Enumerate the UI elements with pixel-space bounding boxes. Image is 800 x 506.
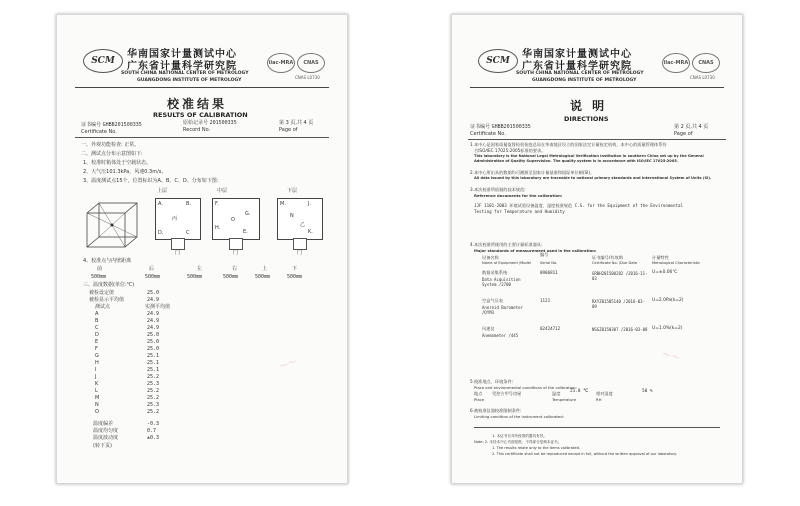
record-label: 原始记录号 201500335 <box>183 120 237 126</box>
table-row-point: A <box>95 311 99 317</box>
page-number-en: Page of <box>279 127 298 133</box>
page-number: 第 2 页,共 4 页 <box>674 124 709 130</box>
equipment-cert: RXYZ01505140 /2016-03-09 <box>592 299 645 310</box>
equipment-model: Anemometer /445 <box>482 333 519 338</box>
reference-doc-1: JJF 1101-2003 环境试验设备温度、湿度校准规范 C.S. for the Equipment of the Environmental <box>474 203 684 208</box>
item-4-cn: 4.本次校准所使用的主要计量标准器具: <box>470 242 543 247</box>
equipment-name: 数据采集系统 <box>482 270 508 275</box>
equipment-spec: U=2.0Pa(k=2) <box>652 298 684 303</box>
summary-value: 0.7 <box>147 428 157 434</box>
dist-value: 500mm <box>145 274 161 280</box>
page-title-en: RESULTS OF CALIBRATION <box>153 111 248 119</box>
chamber-3d-diagram <box>85 201 141 251</box>
item-2-cn: 2.本中心所出具的数据均可溯源至国家计量基准和国际单位制(SI)。 <box>470 170 595 175</box>
value-col-header: 实测平均值 <box>145 304 171 310</box>
item-3-cn: 3.本次校准所依据的技术规范: <box>470 187 526 192</box>
table-row-value: 25.2 <box>147 409 160 415</box>
table-row-value: 25.1 <box>147 353 160 359</box>
dist-header: 前 <box>97 266 103 272</box>
divider <box>75 137 329 138</box>
summary-value: -0.3 <box>147 421 160 427</box>
table-row-point: J <box>95 374 97 380</box>
equipment-cert: GRBH201500282 /2016-11-03 <box>592 271 648 282</box>
dist-header: 右 <box>232 266 238 272</box>
header-rule <box>75 87 329 88</box>
temp-label: 温度 <box>552 391 561 396</box>
institute-name-en-1: SOUTH CHINA NATIONAL CENTER OF METROLOGY <box>121 71 249 76</box>
table-row-point: C <box>95 325 99 331</box>
table-row-value: 25.3 <box>147 381 160 387</box>
table-row-point: F <box>95 346 98 352</box>
table-row-point: G <box>95 353 99 359</box>
item-1-cn: 1.本中心是国家质量监督检验检疫总局在华南地区设立的国家法定计量检定机构，本中心的质量管理体系符 <box>470 142 667 147</box>
rh-label: 相对湿度 <box>596 391 613 396</box>
red-seal-mark: 〜〜 <box>278 357 299 373</box>
point-label: B. <box>186 201 192 207</box>
equipment-model: Aneroid Barometer /DYM3 <box>482 305 523 316</box>
record-label-en: Record No. <box>183 127 211 133</box>
equipment-serial: 0906811 <box>540 270 558 275</box>
ilac-mra-badge: ilac-MRA <box>267 53 295 73</box>
layer-top-label: 上层 <box>157 188 168 194</box>
item-1: 一、外观功能检查: 正常。 <box>81 142 140 148</box>
institute-name-en-1: SOUTH CHINA NATIONAL CENTER OF METROLOGY <box>516 71 644 76</box>
note-line: 1. The results relate only to the items calibrated. <box>492 446 580 450</box>
door-marker <box>229 238 243 250</box>
set-value: 25.0 <box>147 290 160 296</box>
item-distance: 4、校准点与内壁距离 <box>83 258 132 264</box>
institute-header <box>57 15 347 95</box>
table-row-value: 25.0 <box>147 346 160 352</box>
door-marker <box>293 238 307 250</box>
cnas-id: CNAS L0730 <box>295 75 320 80</box>
item-1-cn-2: 合ISO/IEC 17025:2005标准的要求。 <box>474 148 546 153</box>
page-number: 第 3 页,共 4 页 <box>279 120 314 126</box>
calibration-results-page <box>56 14 348 484</box>
table-header-en: Metrological Characteristic <box>652 261 701 265</box>
place-label-en: Place <box>474 397 485 402</box>
dist-value: 500mm <box>187 274 203 280</box>
cert-label-en: Certificate No. <box>470 131 506 137</box>
equipment-model: Data Acquisition System /2700 <box>482 277 521 288</box>
table-header: 证书编号/有效期 <box>592 255 623 260</box>
table-row-value: 25.1 <box>147 360 160 366</box>
summary-label: 温度波动度 <box>93 435 119 441</box>
dist-header: 上 <box>262 266 268 272</box>
institute-name-en-2: GUANGDONG INSTITUTE OF METROLOGY <box>532 78 637 83</box>
item-1-en: This laboratory is the National Legal Metrological Verification Institution in southern China set up by the General <box>474 154 704 158</box>
institute-name-en-2: GUANGDONG INSTITUTE OF METROLOGY <box>137 78 242 83</box>
mid-layer-box <box>212 198 260 240</box>
point-label: K. <box>308 229 313 235</box>
dist-header: 左 <box>197 266 203 272</box>
scm-logo: SCM <box>83 49 123 73</box>
table-row-point: L <box>95 388 98 394</box>
item-6-en: Limiting condition of the instrument calibrated: <box>474 414 564 419</box>
dist-header: 下 <box>292 266 298 272</box>
institute-header <box>452 15 742 95</box>
table-row-point: B <box>95 318 99 324</box>
note-line: Note: 2. 未经本中心书面批准，不得部分复制本证书。 <box>474 440 562 444</box>
scm-logo: SCM <box>478 49 518 73</box>
item-2: 二、测试点分布示意图如下: <box>81 151 143 157</box>
summary-label: 温度偏差 <box>93 421 114 427</box>
table-row-point: K <box>95 381 99 387</box>
equipment-serial: 1121 <box>540 298 551 303</box>
page-number-en: Page of <box>674 131 693 137</box>
item-4-en: Major standards of measurement used in the calibration: <box>474 248 597 253</box>
item-6-cn: 6.被校准仪器校准限制条件: <box>470 408 522 413</box>
table-row-value: 24.9 <box>147 311 160 317</box>
ilac-mra-badge: ilac-MRA <box>662 53 690 73</box>
table-row-point: O <box>95 409 99 415</box>
divider <box>468 139 726 140</box>
item-2-en: All data issued by this laboratory are traceable to national primary standards and International System of Units (SI). <box>474 176 712 180</box>
point-label: O <box>231 217 235 223</box>
table-row-value: 25.0 <box>147 332 160 338</box>
divider <box>474 427 720 428</box>
cnas-id: CNAS L0730 <box>690 75 715 80</box>
table-row-point: I <box>95 367 97 373</box>
point-label: 乙 <box>300 222 306 228</box>
reference-doc-2: Testing for Temperature and Humidity <box>474 209 565 214</box>
point-label: F. <box>215 201 219 207</box>
summary-label: 温度均匀度 <box>93 428 119 434</box>
item-2-3: 3、温度测试点15个，位置标识为A、B、C、D、分布如下图： <box>83 178 222 184</box>
cnas-badge: CNAS <box>692 53 720 73</box>
point-label: N <box>290 213 294 219</box>
table-row-value: 25.3 <box>147 402 160 408</box>
point-label: 丙 <box>172 216 178 222</box>
summary-value: ±0.3 <box>147 435 160 441</box>
institute-name-cn-1: 华南国家计量测试中心 <box>127 49 237 60</box>
directions-page <box>451 14 743 484</box>
point-label: C <box>186 230 190 236</box>
page-title-cn: 说 明 <box>570 99 608 113</box>
item-2-2: 2、大气压101.3kPa，风速0.3m/s。 <box>83 169 167 175</box>
temp-label-en: Temperature <box>552 397 577 402</box>
rh-label-en: RH <box>596 397 602 402</box>
item-2-1: 1、校准时箱体处于空载状态。 <box>83 160 152 166</box>
red-seal-mark: 〜〜 <box>660 349 681 365</box>
table-header-en: Serial No. <box>540 261 558 265</box>
cert-label: 证书编号 GHBB201500335 <box>470 124 531 130</box>
point-label: G. <box>245 211 251 217</box>
table-row-point: H <box>95 360 99 366</box>
equipment-spec: U=1.0%(k=2) <box>652 326 683 331</box>
table-row-point: E <box>95 339 99 345</box>
point-label: H. <box>215 225 221 231</box>
table-row-point: M <box>95 395 100 401</box>
note-line: 1. 本证书仅对所校准的器具有效。 <box>492 434 547 438</box>
dist-value: 500mm <box>287 274 303 280</box>
table-row-value: 25.0 <box>147 339 160 345</box>
low-layer-box <box>277 198 323 240</box>
institute-name-cn-2: 广东省计量科学研究院 <box>522 61 632 72</box>
table-row-value: 25.1 <box>147 367 160 373</box>
header-rule <box>470 87 724 88</box>
table-row-value: 24.9 <box>147 325 160 331</box>
layer-mid-label: 中层 <box>217 188 228 194</box>
point-label: D. <box>158 230 164 236</box>
item-1-en-2: Administration of Quality Supervision. The quality system is in accordance with ISO/IEC 17025:2005. <box>474 159 679 163</box>
dist-value: 500mm <box>91 274 107 280</box>
equipment-spec: U=±0.06℃ <box>652 270 678 275</box>
item-5-cn: 5.校准地点、环境条件: <box>470 379 514 384</box>
institute-name-cn-2: 广东省计量科学研究院 <box>127 61 237 72</box>
equipment-cert: NSGZ0150307 /2016-03-08 <box>592 327 648 332</box>
institute-name-cn-1: 华南国家计量测试中心 <box>522 49 632 60</box>
data-header: 三、温度数据(单位:℃) <box>83 282 135 288</box>
table-header-en: Name of Equipment /Model <box>482 261 532 265</box>
item-3-en: Reference documents for the calibration: <box>474 193 563 198</box>
door-label: 门 <box>297 250 303 256</box>
temp-value: 21.8 ℃ <box>570 389 589 394</box>
top-layer-box <box>155 198 201 240</box>
place-value: 受控方甲号房屋 <box>492 391 522 396</box>
continued-note: (转下页) <box>93 443 112 449</box>
table-row-value: 24.9 <box>147 318 160 324</box>
display-value: 24.9 <box>147 297 160 303</box>
set-value-label: 被检设定值 <box>89 290 115 296</box>
page-title-cn: 校准结果 <box>167 97 228 111</box>
cnas-badge: CNAS <box>297 53 325 73</box>
table-row-value: 25.2 <box>147 374 160 380</box>
table-header-en: Certificate No. /Due Date <box>592 261 638 265</box>
rh-value: 50 % <box>642 389 653 394</box>
page-title-en: DIRECTIONS <box>564 115 609 123</box>
note-line: 2. This certificate shall not be reproduced except in full, without the written approval of our laboratory. <box>492 452 677 456</box>
table-row-value: 25.2 <box>147 388 160 394</box>
dist-value: 500mm <box>255 274 271 280</box>
display-value-label: 被检显示平均值 <box>89 297 125 303</box>
point-label: M. <box>280 201 286 207</box>
table-header: 计量特性 <box>652 255 669 260</box>
dist-value: 500mm <box>223 274 239 280</box>
point-label: J. <box>308 201 312 207</box>
table-header: 设备名称 <box>482 255 499 260</box>
equipment-name: 风速仪 <box>482 326 495 331</box>
point-label: E. <box>243 229 248 235</box>
item-5-en: Place and environmental conditions of the calibration: <box>474 385 577 390</box>
dist-header: 后 <box>149 266 155 272</box>
equipment-name: 空盒气压表 <box>482 298 503 303</box>
table-row-point: N <box>95 402 99 408</box>
door-label: 门 <box>175 250 181 256</box>
point-col-header: 测试点 <box>95 304 111 310</box>
cert-label-en: Certificate No. <box>81 129 117 135</box>
layer-low-label: 下层 <box>287 188 298 194</box>
table-header: 编号 <box>540 252 549 257</box>
point-label: A. <box>158 201 163 207</box>
door-marker <box>171 238 185 250</box>
equipment-serial: 02424712 <box>540 326 561 331</box>
table-row-value: 25.2 <box>147 395 160 401</box>
table-row-point: D <box>95 332 99 338</box>
cert-label: 证书编号 GHBB201500335 <box>81 122 142 128</box>
place-label: 地点 <box>474 391 483 396</box>
door-label: 门 <box>233 250 239 256</box>
